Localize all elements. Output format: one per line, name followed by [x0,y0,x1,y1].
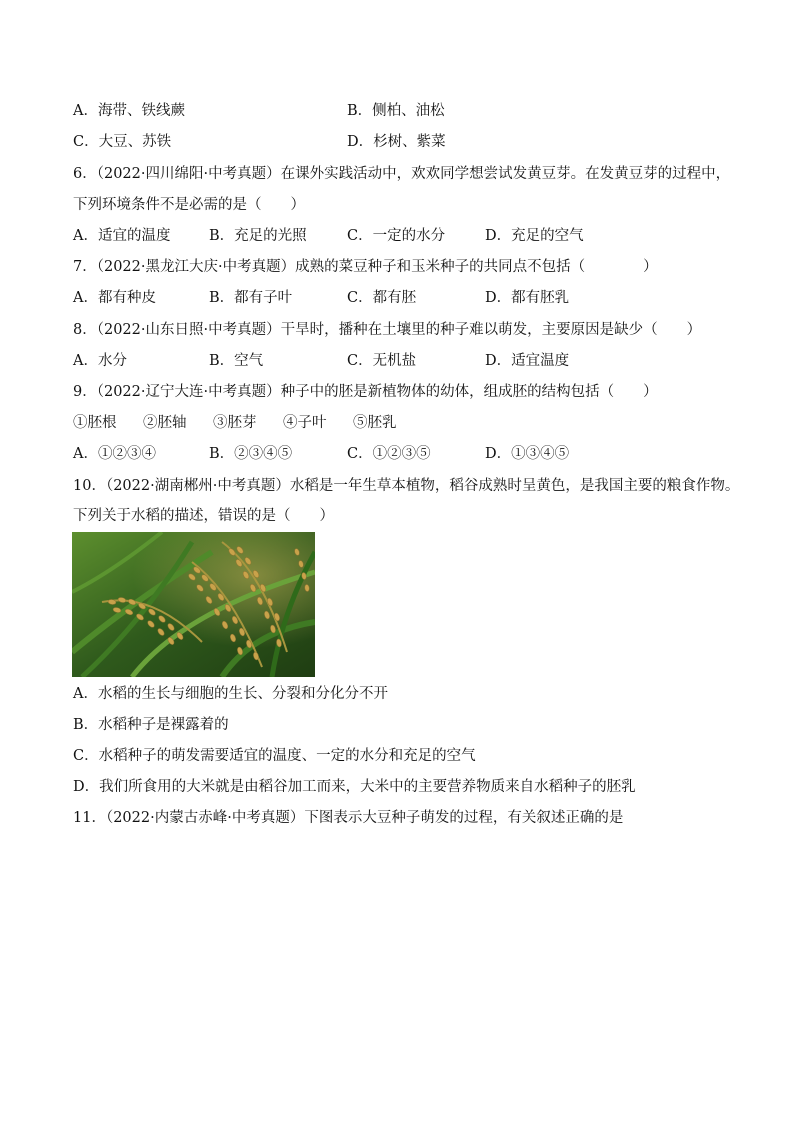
q6-option-a: A．适宜的温度 [73,228,171,244]
q7-option-c: C．都有胚 [347,290,417,306]
q6-option-b: B．充足的光照 [209,228,307,244]
q8-option-c: C．无机盐 [347,353,417,369]
q7-option-b: B．都有子叶 [209,290,293,306]
q9-item-4: ④子叶 [283,415,327,431]
q5-option-a: A．海带、铁线蕨 [73,103,185,119]
q9-item-1: ①胚根 [73,415,117,431]
q10-option-b: B．水稻种子是裸露着的 [73,717,229,733]
q5-option-b: B．侧柏、油松 [347,103,445,119]
q10-stem-line1: 10．（2022·湖南郴州·中考真题）水稻是一年生草本植物，稻谷成熟时呈黄色，是我国主要的粮食作物。 [73,478,740,494]
q10-option-d: D．我们所食用的大米就是由稻谷加工而来，大米中的主要营养物质来自水稻种子的胚乳 [73,779,636,795]
q8-option-a: A．水分 [73,353,127,369]
q7-option-d: D．都有胚乳 [485,290,570,306]
q6-option-d: D．充足的空气 [485,228,584,244]
q6-option-c: C．一定的水分 [347,228,446,244]
q9-option-c: C．①②③⑤ [347,446,431,462]
q5-option-c: C．大豆、苏铁 [73,134,172,150]
q8-stem: 8．（2022·山东日照·中考真题）干旱时，播种在土壤里的种子难以萌发，主要原因是缺少（ ） [73,322,702,338]
q9-item-5: ⑤胚乳 [353,415,397,431]
q8-option-d: D．适宜温度 [485,353,570,369]
q9-stem: 9．（2022·辽宁大连·中考真题）种子中的胚是新植物体的幼体，组成胚的结构包括（ ） [73,384,658,400]
q8-option-b: B．空气 [209,353,264,369]
q10-option-a: A．水稻的生长与细胞的生长、分裂和分化分不开 [73,686,388,702]
q11-stem: 11．（2022·内蒙古赤峰·中考真题）下图表示大豆种子萌发的过程，有关叙述正确的是 [73,810,624,826]
q6-stem-line1: 6．（2022·四川绵阳·中考真题）在课外实践活动中，欢欢同学想尝试发黄豆芽。在发黄豆芽的过程中， [73,166,731,182]
q6-stem-line2: 下列环境条件不是必需的是（ ） [73,197,305,213]
q9-option-a: A．①②③④ [73,446,156,462]
q9-item-2: ②胚轴 [143,415,187,431]
q7-stem: 7．（2022·黑龙江大庆·中考真题）成熟的菜豆种子和玉米种子的共同点不包括（ ） [73,259,658,275]
rice-photo [72,532,315,677]
q9-option-d: D．①③④⑤ [485,446,570,462]
q5-option-d: D．杉树、紫菜 [347,134,446,150]
q9-item-3: ③胚芽 [213,415,257,431]
q10-option-c: C．水稻种子的萌发需要适宜的温度、一定的水分和充足的空气 [73,748,476,764]
q10-stem-line2: 下列关于水稻的描述，错误的是（ ） [73,508,334,524]
q9-option-b: B．②③④⑤ [209,446,293,462]
q7-option-a: A．都有种皮 [73,290,156,306]
